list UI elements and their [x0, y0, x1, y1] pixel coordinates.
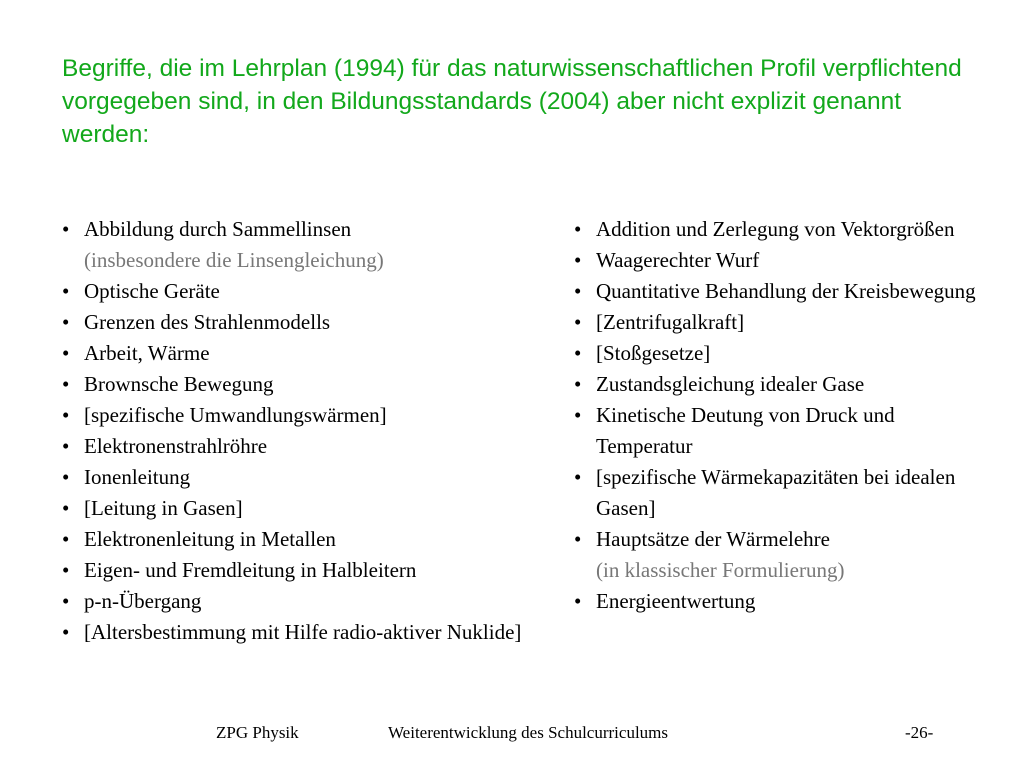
list-item [62, 555, 542, 586]
page-number: -26- [905, 723, 934, 742]
list-item [62, 524, 542, 555]
list-item [62, 276, 542, 307]
list-item [574, 524, 994, 586]
list-item-text: Abbildung durch Sammellinsen [84, 217, 352, 241]
list-item-text: [spezifische Umwandlungswärmen] [84, 403, 387, 427]
list-item-text: p-n-Übergang [84, 589, 202, 613]
bullet-icon: • [574, 310, 582, 334]
list-item-text: Hauptsätze der Wärmelehre [596, 527, 830, 551]
list-item-text: Quantitative Behandlung der Kreisbewegung [596, 279, 976, 303]
footer-left-text: ZPG Physik [216, 723, 299, 742]
list-item-text: Zustandsgleichung idealer Gase [596, 372, 865, 396]
list-item [574, 338, 994, 369]
bullet-icon: • [62, 527, 70, 551]
list-item-text: Energieentwertung [596, 589, 756, 613]
list-item [574, 307, 994, 338]
bullet-icon: • [62, 558, 70, 582]
list-item-text: Waagerechter Wurf [596, 248, 760, 272]
list-item-text: [Altersbestimmung mit Hilfe radio-aktiver Nuklide] [84, 620, 522, 644]
footer-center-text: Weiterentwicklung des Schulcurriculums [388, 723, 669, 742]
list-item [574, 369, 994, 400]
list-item-text: [Stoßgesetze] [596, 341, 711, 365]
bullet-icon: • [62, 465, 70, 489]
bullet-icon: • [574, 217, 582, 241]
bullet-icon: • [574, 372, 582, 396]
list-item [62, 462, 542, 493]
list-item [574, 276, 994, 307]
list-item [62, 400, 542, 431]
list-item-subtext: (in klassischer Formulierung) [596, 558, 845, 582]
bullet-icon: • [574, 589, 582, 613]
bullet-icon: • [62, 217, 70, 241]
bullet-icon: • [62, 372, 70, 396]
list-item [574, 245, 994, 276]
slide-title: Begriffe, die im Lehrplan (1994) für das naturwissenschaftlichen Profil verpflichtend vorgegeben sind, in den Bildungsstandards (2004) aber nicht explizit genannt werden: [62, 55, 962, 148]
bullet-icon: • [62, 620, 70, 644]
bullet-icon: • [62, 279, 70, 303]
list-item [62, 586, 542, 617]
list-item [62, 214, 542, 276]
list-item [62, 431, 542, 462]
list-item-text: Elektronenstrahlröhre [84, 434, 268, 458]
list-item [62, 617, 542, 648]
list-item [62, 307, 542, 338]
bullet-icon: • [574, 465, 582, 489]
bullet-icon: • [62, 403, 70, 427]
list-item [574, 462, 994, 524]
bullet-icon: • [574, 527, 582, 551]
list-item [62, 338, 542, 369]
bullet-icon: • [62, 310, 70, 334]
list-item-text: Ionenleitung [84, 465, 191, 489]
right-bullet-list [574, 214, 994, 617]
bullet-icon: • [574, 341, 582, 365]
list-item-text: [spezifische Wärmekapazitäten bei idealen Gasen] [596, 465, 956, 520]
bullet-icon: • [62, 434, 70, 458]
bullet-icon: • [574, 248, 582, 272]
list-item [574, 586, 994, 617]
list-item-text: Brownsche Bewegung [84, 372, 274, 396]
bullet-icon: • [62, 496, 70, 520]
list-item-text: Grenzen des Strahlenmodells [84, 310, 331, 334]
list-item [62, 369, 542, 400]
list-item-text: Elektronenleitung in Metallen [84, 527, 336, 551]
list-item [574, 214, 994, 245]
list-item-text: [Leitung in Gasen] [84, 496, 243, 520]
list-item-text: Kinetische Deutung von Druck und Temperatur [596, 403, 895, 458]
list-item-subtext: (insbesondere die Linsengleichung) [84, 248, 384, 272]
bullet-icon: • [574, 403, 582, 427]
left-bullet-list [62, 214, 542, 648]
bullet-icon: • [62, 589, 70, 613]
list-item [574, 400, 994, 462]
list-item-text: Eigen- und Fremdleitung in Halbleitern [84, 558, 417, 582]
list-item [62, 493, 542, 524]
list-item-text: Optische Geräte [84, 279, 220, 303]
bullet-icon: • [574, 279, 582, 303]
bullet-icon: • [62, 341, 70, 365]
list-item-text: Addition und Zerlegung von Vektorgrößen [596, 217, 955, 241]
list-item-text: Arbeit, Wärme [84, 341, 210, 365]
list-item-text: [Zentrifugalkraft] [596, 310, 745, 334]
